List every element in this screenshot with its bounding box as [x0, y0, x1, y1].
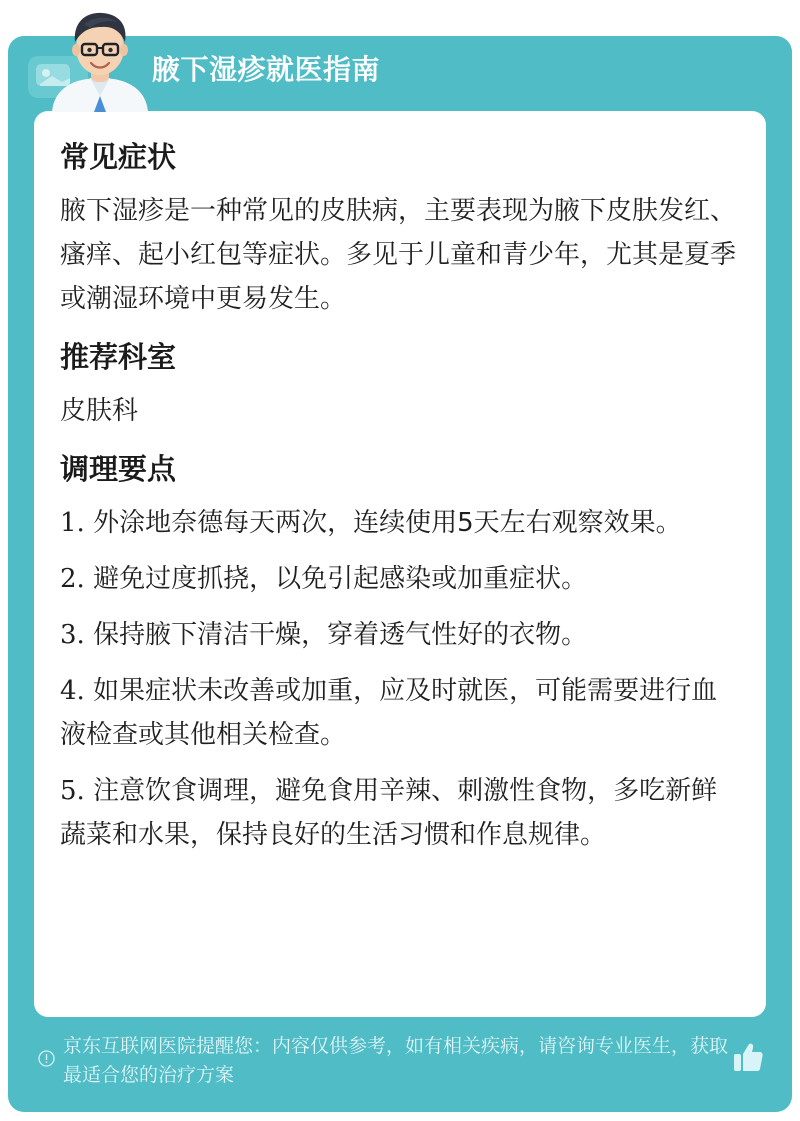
list-item — [60, 501, 740, 545]
disclaimer-text: 京东互联网医院提醒您：内容仅供参考，如有相关疾病，请咨询专业医生，获取最适合您的治疗方案 — [63, 1035, 729, 1086]
list-item — [60, 613, 740, 657]
care-tips-list — [60, 501, 740, 857]
tip-number: 3. — [60, 620, 85, 650]
doctor-avatar — [44, 8, 156, 112]
tip-number: 4. — [60, 676, 85, 706]
list-item — [60, 557, 740, 601]
list-item — [60, 669, 740, 757]
list-item — [60, 769, 740, 857]
tip-text: 保持腋下清洁干燥，穿着透气性好的衣物。 — [93, 620, 588, 650]
page-title: 腋下湿疹就医指南 — [152, 53, 381, 86]
info-icon — [38, 1050, 55, 1067]
department-text: 皮肤科 — [60, 396, 139, 426]
care-heading: 调理要点 — [60, 452, 177, 486]
tip-number: 5. — [60, 776, 85, 806]
footer — [38, 1032, 778, 1112]
department-heading: 推荐科室 — [60, 340, 177, 374]
tip-number: 1. — [60, 508, 85, 538]
symptoms-text: 腋下湿疹是一种常见的皮肤病，主要表现为腋下皮肤发红、瘙痒、起小红包等症状。多见于儿童和青少年，尤其是夏季或潮湿环境中更易发生。 — [60, 196, 737, 314]
tip-text: 如果症状未改善或加重，应及时就医，可能需要进行血液检查或其他相关检查。 — [60, 676, 718, 750]
tip-number: 2. — [60, 564, 85, 594]
symptoms-heading: 常见症状 — [60, 140, 177, 174]
content-card — [34, 111, 766, 1017]
thumbs-up-icon[interactable] — [731, 1040, 765, 1074]
tip-text: 注意饮食调理，避免食用辛辣、刺激性食物，多吃新鲜蔬菜和水果，保持良好的生活习惯和作息规律。 — [60, 776, 718, 850]
tip-text: 避免过度抓挠，以免引起感染或加重症状。 — [93, 564, 588, 594]
tip-text: 外涂地奈德每天两次，连续使用5天左右观察效果。 — [93, 508, 682, 538]
